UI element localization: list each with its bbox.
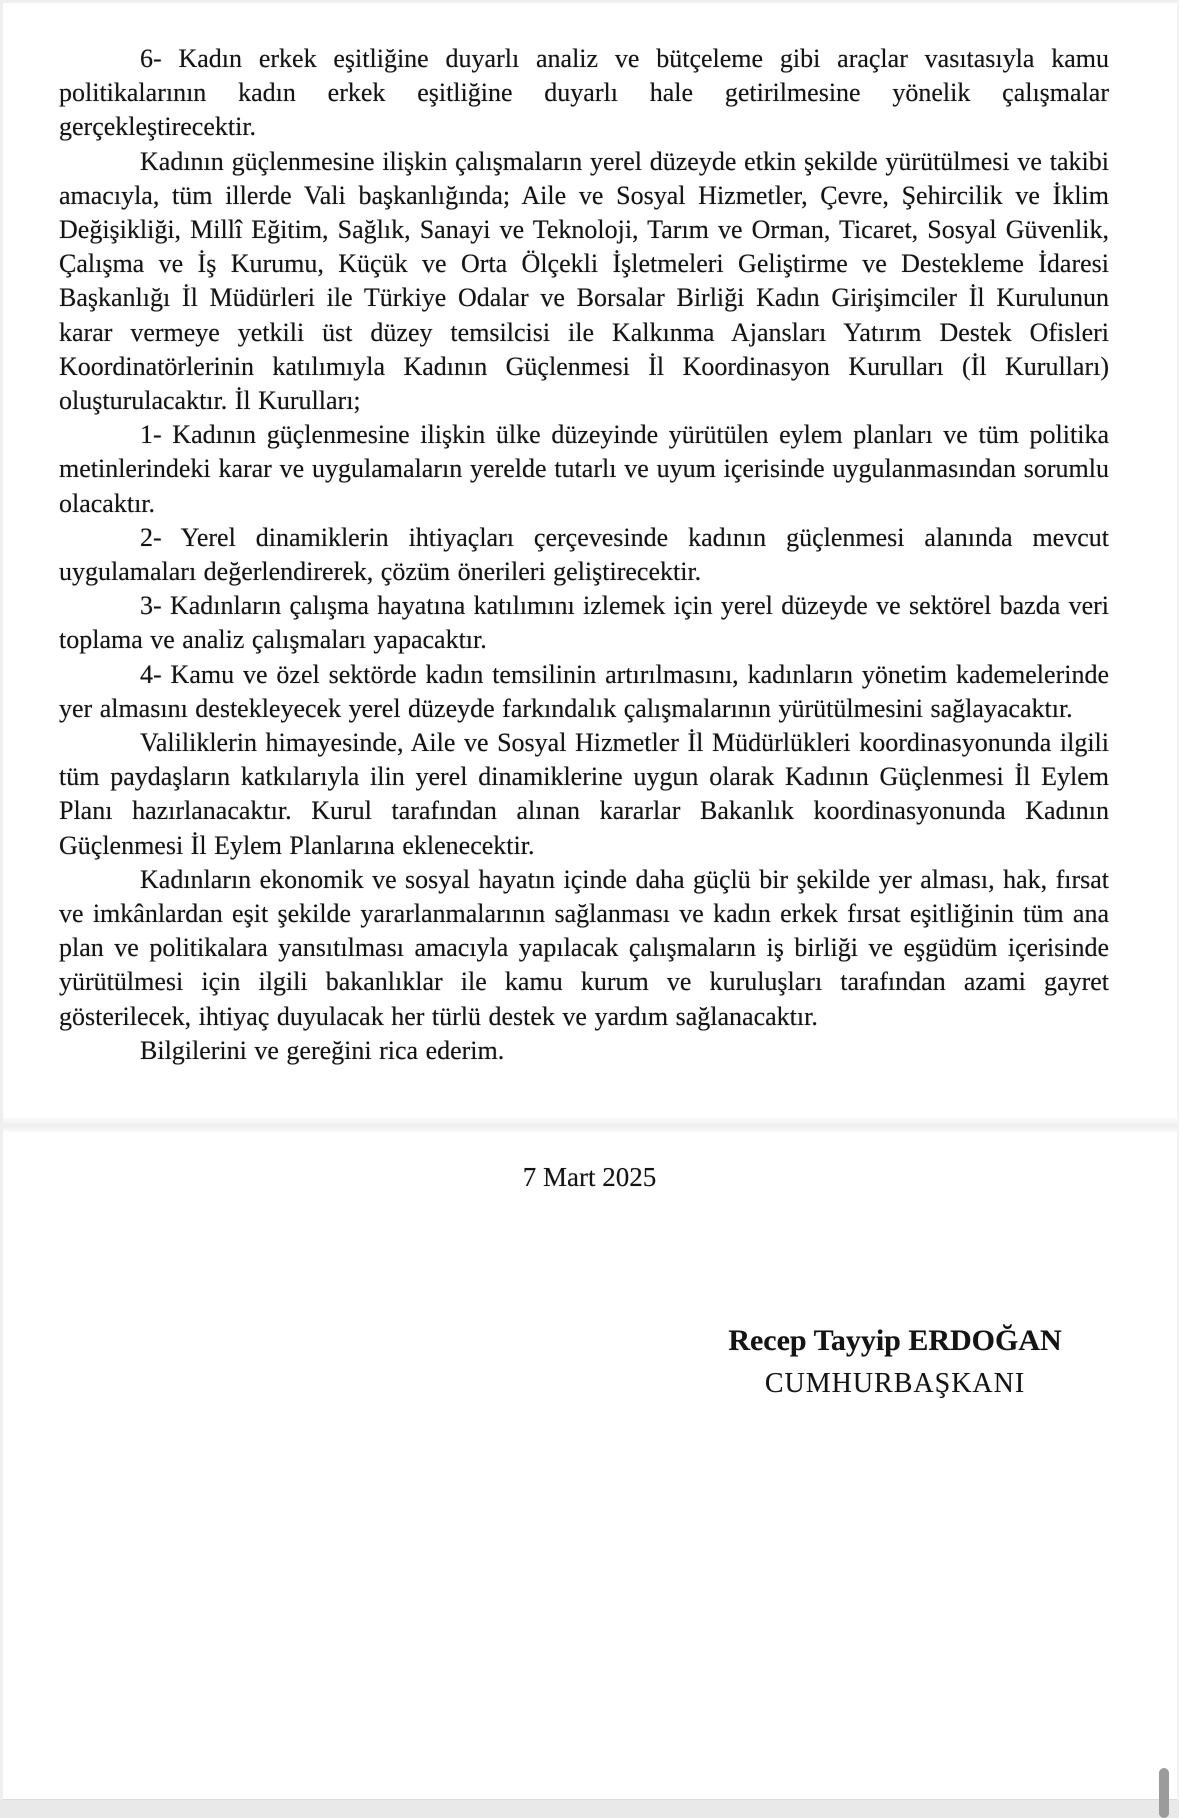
paragraph-closing: Bilgilerini ve gereğini rica ederim. — [140, 1035, 505, 1065]
paragraph-board-duty-1: 1- Kadının güçlenmesine ilişkin ülke düzeyinde yürütülen eylem planları ve tüm politika metinlerindeki karar ve uygulamaların yerelde tutarlı ve uyum içerisinde uygulanmasından sorumlu olacaktır. — [59, 420, 1109, 518]
paragraph-action-plan: Valiliklerin himayesinde, Aile ve Sosyal Hizmetler İl Müdürlükleri koordinasyonunda ilgili tüm paydaşların katkılarıyla ilin yerel dinamiklerine uygun olarak Kadının Güçlenmesi İl Eylem Planı hazırlanacaktır. Kurul tarafından alınan kararlar Bakanlık koordinasyonunda Kadının Güçlenmesi İl Eylem Planlarına eklenecektir. — [59, 728, 1109, 860]
paragraph-board-duty-2: 2- Yerel dinamiklerin ihtiyaçları çerçevesinde kadının güçlenmesi alanında mevcut uygulamaları değerlendirerek, çözüm önerileri geliştirecektir. — [59, 522, 1109, 587]
viewer-top-edge — [0, 0, 1179, 3]
scrollbar-thumb[interactable] — [1159, 1768, 1169, 1818]
paragraph-board-duty-4: 4- Kamu ve özel sektörde kadın temsilinin artırılmasını, kadınların yönetim kademelerinde yer almasını destekleyecek yerel düzeyde farkındalık çalışmalarının yürütülmesini sağlayacaktır. — [59, 659, 1109, 723]
document-date: 7 Mart 2025 — [522, 1162, 657, 1192]
signatory-title: CUMHURBAŞKANI — [764, 1368, 1026, 1399]
document-page-2 — [0, 1132, 1179, 1800]
signature-block — [728, 1324, 1062, 1400]
paragraph-cooperation: Kadınların ekonomik ve sosyal hayatın içinde daha güçlü bir şekilde yer alması, hak, fırsat ve imkânlardan eşit şekilde yararlanmalarının sağlanması ve kadın erkek fırsat eşitliğinin tüm ana plan ve politikalara yansıtılması amacıyla yapılacak çalışmaların iş birliği ve eşgüdüm içerisinde yürütülmesi için ilgili bakanlıklar ile kamu kurum ve kuruluşları tarafından azami gayret gösterilecek, ihtiyaç duyulacak her türlü destek ve yardım sağlanacaktır. — [59, 864, 1109, 1031]
viewer-left-edge — [0, 0, 3, 1800]
paragraph-coordination-boards: Kadının güçlenmesine ilişkin çalışmaların yerel düzeyde etkin şekilde yürütülmesi ve takibi amacıyla, tüm illerde Vali başkanlığında; Aile ve Sosyal Hizmetler, Çevre, Şehircilik ve İklim Değişikliği, Millî Eğitim, Sağlık, Sanayi ve Teknoloji, Tarım ve Orman, Ticaret, Sosyal Güvenlik, Çalışma ve İş Kurumu, Küçük ve Orta Ölçekli İşletmeleri Geliştirme ve Destekleme İdaresi Başkanlığı İl Müdürleri ile Türkiye Odalar ve Borsalar Birliği Kadın Girişimciler İl Kurulunun karar vermeye yetkili üst düzey temsilcisi ile Kalkınma Ajansları Yatırım Destek Ofisleri Koordinatörlerinin katılımıyla Kadının Güçlenmesi İl Koordinasyon Kurulları (İl Kurulları) oluşturulacaktır. İl Kurulları; — [59, 146, 1109, 416]
page-break-gap — [0, 1118, 1179, 1132]
signatory-name: Recep Tayyip ERDOĞAN — [728, 1324, 1062, 1357]
paragraph-item-6: 6- Kadın erkek eşitliğine duyarlı analiz ve bütçeleme gibi araçlar vasıtasıyla kamu politikalarının kadın erkek eşitliğine duyarlı hale getirilmesine yönelik çalışmalar gerçekleştirecektir. — [59, 44, 1109, 142]
paragraph-board-duty-3: 3- Kadınların çalışma hayatına katılımını izlemek için yerel düzeyde ve sektörel bazda veri toplama ve analiz çalışmaları yapacaktır. — [59, 591, 1109, 655]
